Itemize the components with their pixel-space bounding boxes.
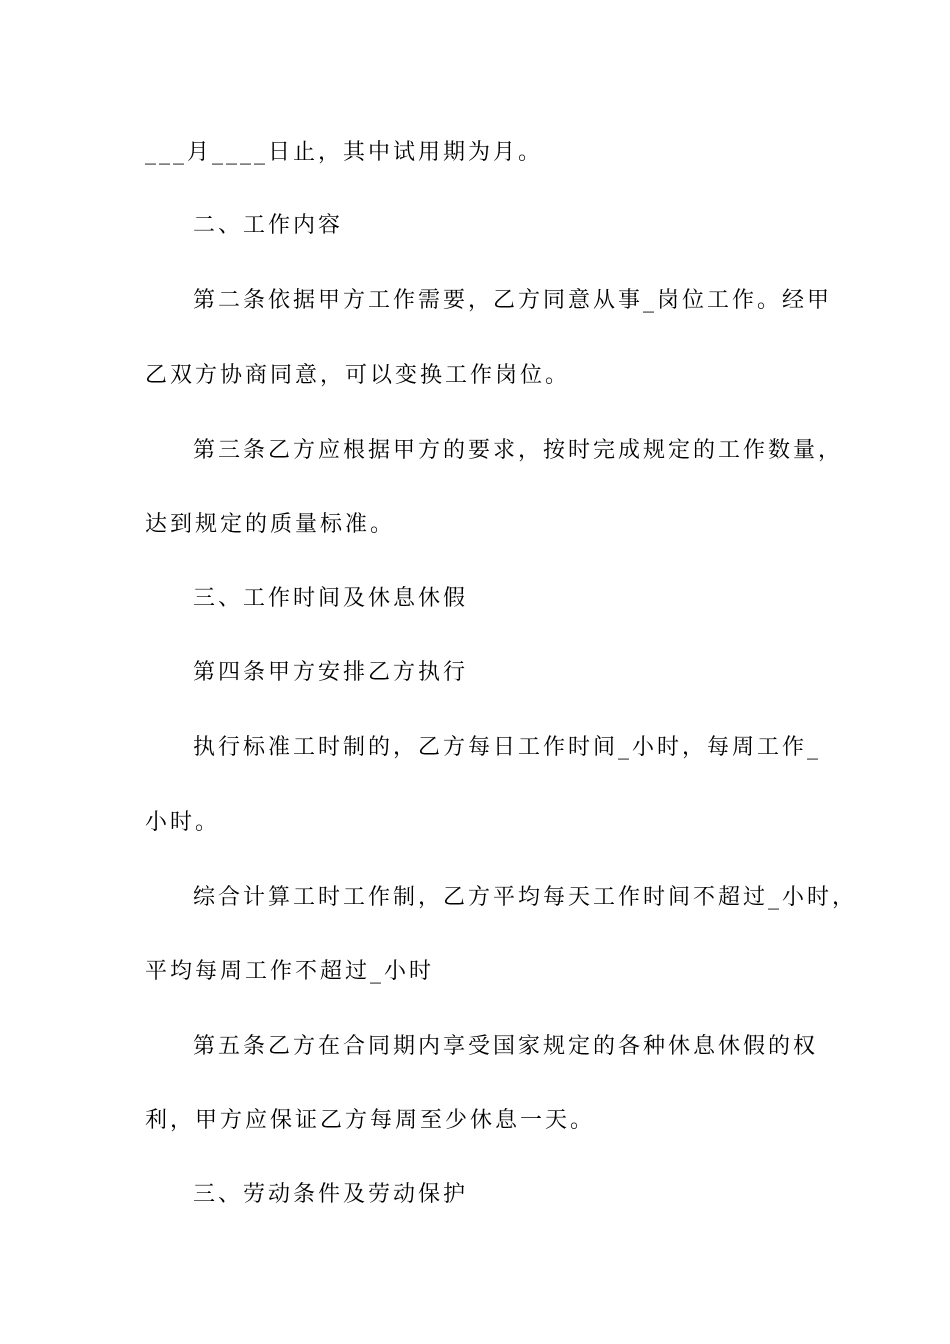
article-2-line-1: 第二条依据甲方工作需要，乙方同意从事_岗位工作。经甲 bbox=[193, 288, 833, 313]
article-5-line-2: 利，甲方应保证乙方每周至少休息一天。 bbox=[145, 1108, 596, 1133]
comprehensive-hours-line-2: 平均每周工作不超过_小时 bbox=[145, 959, 435, 984]
article-5-line-1: 第五条乙方在合同期内享受国家规定的各种休息休假的权 bbox=[193, 1034, 819, 1059]
standard-hours-line-1: 执行标准工时制的，乙方每日工作时间_小时，每周工作_ bbox=[193, 735, 822, 760]
article-4-line: 第四条甲方安排乙方执行 bbox=[193, 660, 469, 685]
article-2-line-2: 乙双方协商同意，可以变换工作岗位。 bbox=[145, 363, 571, 388]
article-3-line-2: 达到规定的质量标准。 bbox=[145, 512, 396, 537]
standard-hours-line-2: 小时。 bbox=[145, 810, 221, 835]
section-heading-work-content: 二、工作内容 bbox=[193, 213, 344, 238]
text-line-continuation: ___月____日止，其中试用期为月。 bbox=[145, 140, 544, 165]
comprehensive-hours-line-1: 综合计算工时工作制，乙方平均每天工作时间不超过_小时， bbox=[193, 885, 858, 910]
section-heading-labor-protection: 三、劳动条件及劳动保护 bbox=[193, 1182, 469, 1207]
section-heading-work-hours: 三、工作时间及休息休假 bbox=[193, 586, 469, 611]
article-3-line-1: 第三条乙方应根据甲方的要求，按时完成规定的工作数量， bbox=[193, 438, 844, 463]
